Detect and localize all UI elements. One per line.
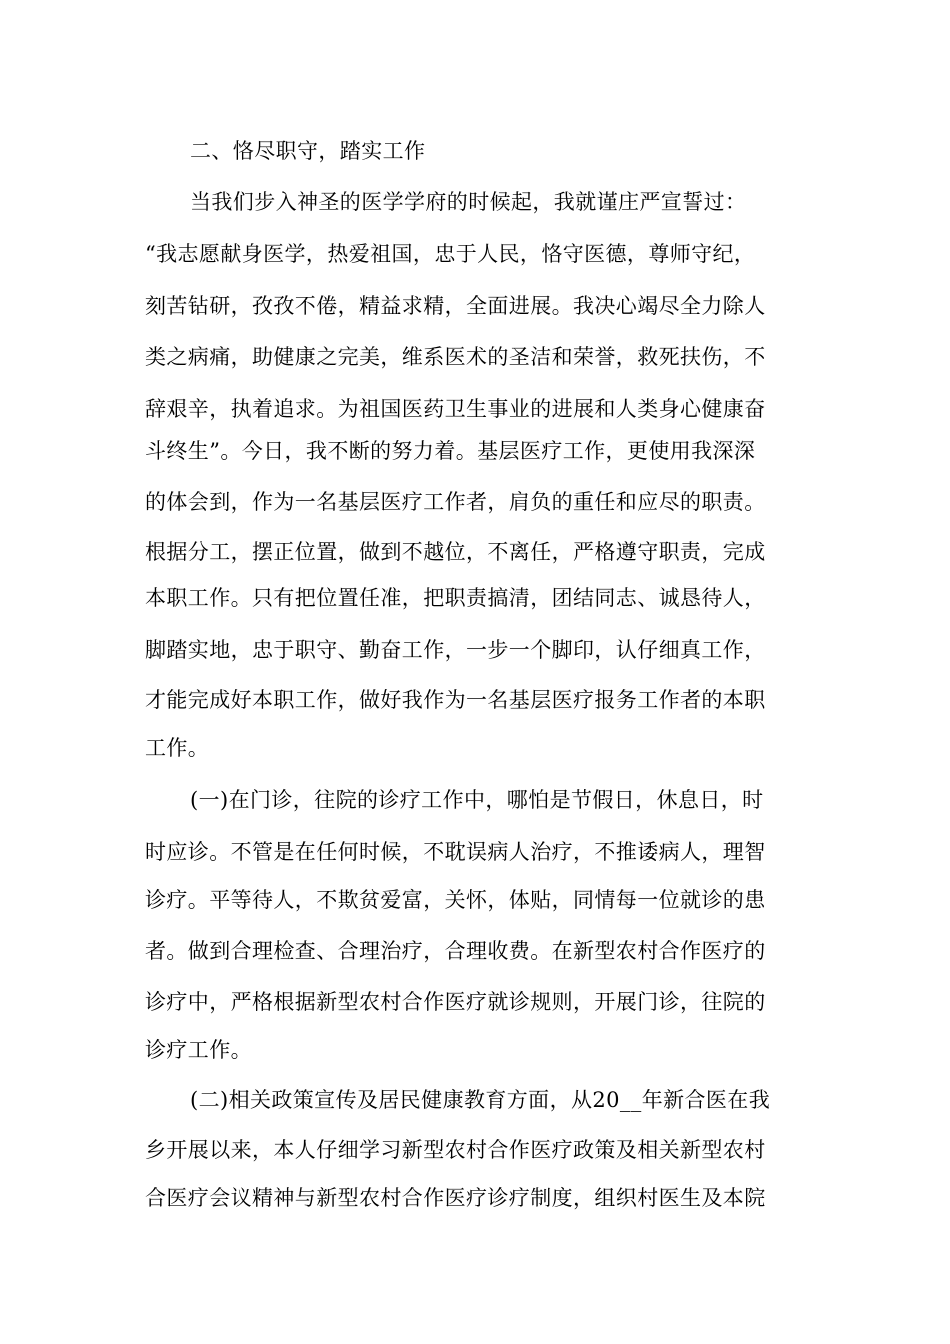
section-heading: 二、恪尽职守，踏实工作	[190, 139, 426, 163]
paragraph-line: 诊疗工作。	[145, 1038, 252, 1062]
paragraph-line: 合医疗会议精神与新型农村合作医疗诊疗制度，组织村医生及本院	[145, 1186, 766, 1210]
paragraph-line: 诊疗中，严格根据新型农村合作医疗就诊规则，开展门诊，往院的	[145, 990, 766, 1014]
paragraph-line: 斗终生”。今日，我不断的努力着。基层医疗工作，更使用我深深	[145, 439, 756, 463]
paragraph-line: (二)相关政策宣传及居民健康教育方面，从20__年新合医在我	[190, 1088, 771, 1112]
paragraph-line: (一)在门诊，往院的诊疗工作中，哪怕是节假日，休息日，时	[190, 788, 764, 812]
paragraph-line: 的体会到，作为一名基层医疗工作者，肩负的重任和应尽的职责。	[145, 490, 766, 514]
paragraph-line: “我志愿献身医学，热爱祖国，忠于人民，恪守医德，尊师守纪，	[145, 242, 756, 266]
paragraph-line: 根据分工，摆正位置，做到不越位，不离任，严格遵守职责，完成	[145, 540, 766, 564]
paragraph-line: 者。做到合理检查、合理治疗，合理收费。在新型农村合作医疗的	[145, 939, 766, 963]
paragraph-line: 才能完成好本职工作，做好我作为一名基层医疗报务工作者的本职	[145, 688, 766, 712]
paragraph-line: 类之病痛，助健康之完美，维系医术的圣洁和荣誉，救死扶伤，不	[145, 345, 766, 369]
paragraph-line: 本职工作。只有把位置任准，把职责搞清，团结同志、诚恳待人，	[145, 586, 766, 610]
paragraph-line: 诊疗。平等待人，不欺贫爱富，关怀，体贴，同情每一位就诊的患	[145, 888, 766, 912]
paragraph-line: 时应诊。不管是在任何时候，不耽误病人治疗，不推诿病人，理智	[145, 840, 766, 864]
paragraph-line: 辞艰辛，执着追求。为祖国医药卫生事业的进展和人类身心健康奋	[145, 397, 766, 421]
paragraph-line: 当我们步入神圣的医学学府的时候起，我就谨庄严宣誓过：	[190, 190, 747, 214]
paragraph-line: 脚踏实地，忠于职守、勤奋工作，一步一个脚印，认仔细真工作，	[145, 638, 766, 662]
paragraph-line: 乡开展以来，本人仔细学习新型农村合作医疗政策及相关新型农村	[145, 1138, 766, 1162]
paragraph-line: 刻苦钻研，孜孜不倦，精益求精，全面进展。我决心竭尽全力除人	[145, 294, 766, 318]
paragraph-line: 工作。	[145, 736, 210, 760]
